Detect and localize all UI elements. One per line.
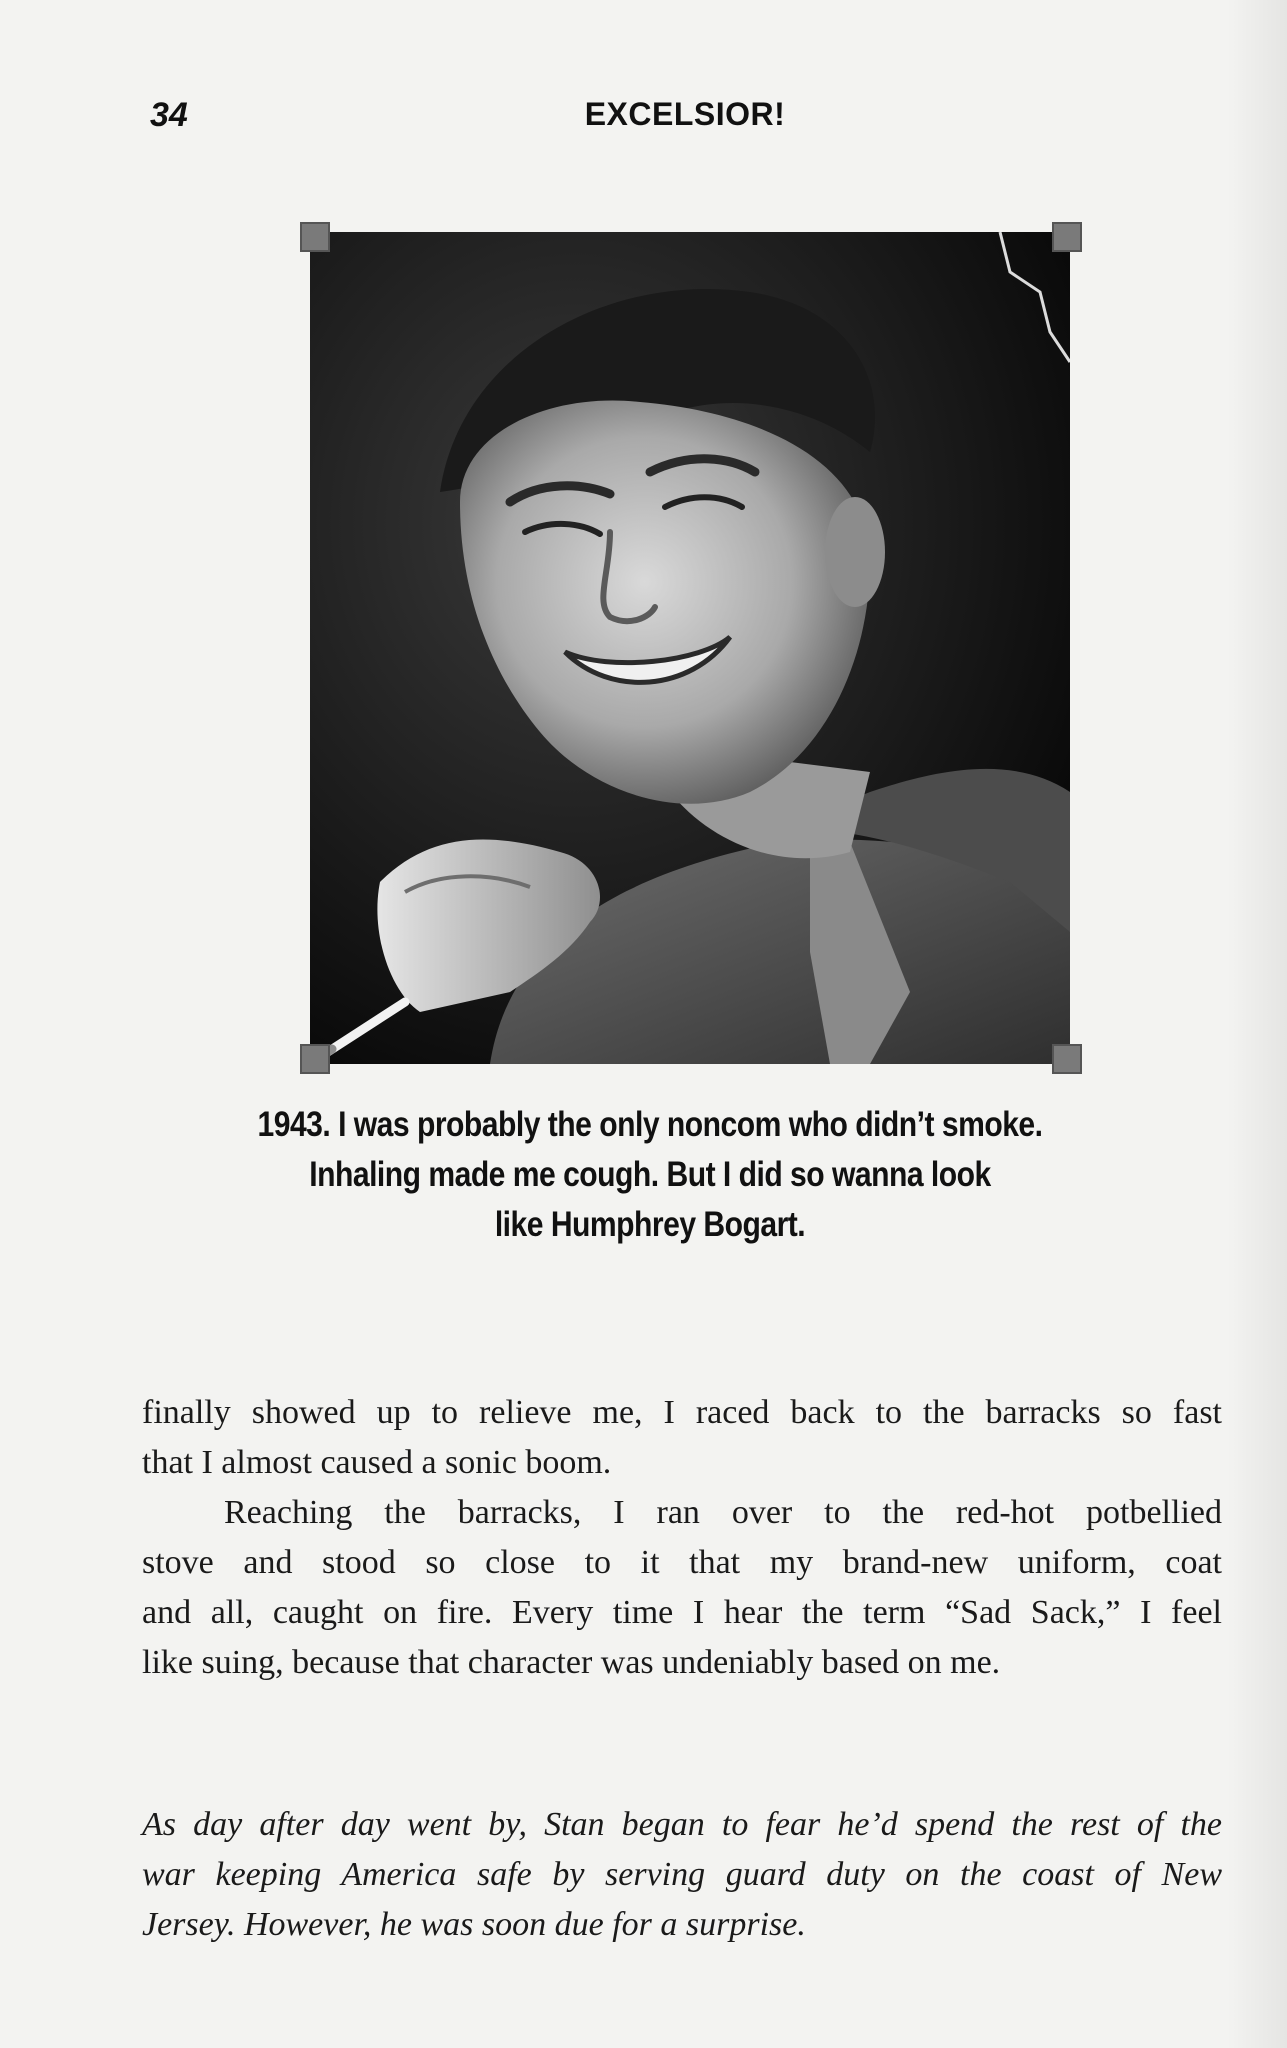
- photo-corner-bottom-left: [300, 1044, 330, 1074]
- portrait-photo-drawing: [310, 232, 1070, 1064]
- book-title: EXCELSIOR!: [584, 96, 786, 132]
- paragraph-1: [142, 1388, 1222, 1488]
- narration-line: Jersey. However, he was soon due for a surprise.: [142, 1906, 806, 1943]
- narration-line: As day after day went by, Stan began to fear he’d spend the rest of the: [142, 1806, 1222, 1843]
- text-line: Reaching the barracks, I ran over to the red-hot potbellied: [224, 1494, 1222, 1531]
- paragraph-2: [142, 1488, 1222, 1688]
- text-line: that I almost caused a sonic boom.: [142, 1444, 612, 1481]
- page-number: 34: [150, 96, 188, 134]
- narration-block: [142, 1800, 1222, 1950]
- photo-caption: [246, 1100, 1054, 1250]
- text-line: stove and stood so close to it that my brand-new uniform, coat: [142, 1544, 1222, 1581]
- photo-corner-top-right: [1052, 222, 1082, 252]
- portrait-photo: [310, 232, 1070, 1064]
- text-line: and all, caught on fire. Every time I hear the term “Sad Sack,” I feel: [142, 1594, 1222, 1631]
- running-head: [150, 96, 1220, 146]
- page-edge-shadow: [1227, 0, 1287, 2048]
- caption-line: like Humphrey Bogart.: [494, 1205, 806, 1244]
- text-line: finally showed up to relieve me, I raced back to the barracks so fast: [142, 1394, 1222, 1431]
- photo-corner-bottom-right: [1052, 1044, 1082, 1074]
- narration-line: war keeping America safe by serving guard duty on the coast of New: [142, 1856, 1222, 1893]
- caption-line: Inhaling made me cough. But I did so wanna look: [309, 1155, 991, 1194]
- photo-corner-top-left: [300, 222, 330, 252]
- caption-line: 1943. I was probably the only noncom who didn’t smoke.: [257, 1105, 1043, 1144]
- text-line: like suing, because that character was undeniably based on me.: [142, 1644, 1001, 1681]
